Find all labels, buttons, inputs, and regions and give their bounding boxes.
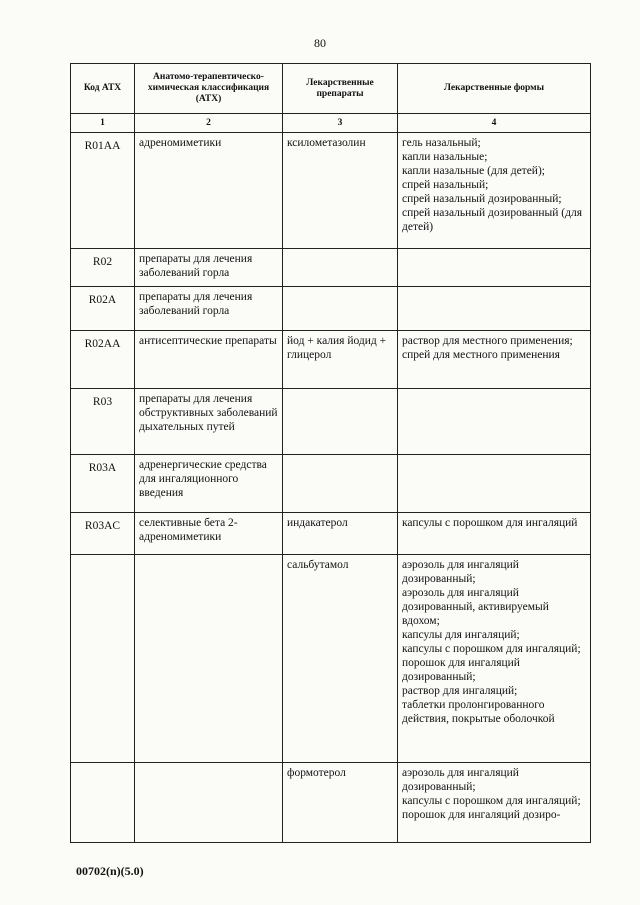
page-number: 80 (314, 36, 326, 50)
dosage-form-item: капсулы для ингаляций; (402, 629, 520, 641)
dosage-form-item: капсулы с порошком для ингаляций (402, 517, 578, 529)
table-row (71, 249, 591, 287)
document-code: 00702(n)(5.0) (76, 864, 144, 878)
atx-class-cell: препараты для лечения обструктивных заболеваний дыхательных путей (135, 389, 283, 455)
atx-code-cell: R03A (71, 455, 135, 513)
dosage-forms-cell (398, 249, 591, 287)
header-drugs: Лекарственные препараты (283, 64, 398, 114)
atx-code-cell: R02 (71, 249, 135, 287)
dosage-forms-cell (398, 763, 591, 843)
table-row (71, 389, 591, 455)
dosage-form-item: капсулы с порошком для ингаляций; (402, 795, 581, 807)
atx-class-cell: селективные бета 2-адреномиметики (135, 513, 283, 555)
dosage-form-item: порошок для ингаляций дозированный; (402, 657, 520, 683)
table-row (71, 763, 591, 843)
column-number-row (71, 114, 591, 133)
table-row (71, 455, 591, 513)
dosage-form-item: капли назальные (для детей); (402, 165, 545, 177)
table-row (71, 287, 591, 331)
drug-cell (283, 249, 398, 287)
header-atx-classification: Анатомо-терапевтическо-химическая классификация (АТХ) (135, 64, 283, 114)
atx-code-cell: R02A (71, 287, 135, 331)
atx-class-cell: адренергические средства для ингаляционного введения (135, 455, 283, 513)
drug-cell (283, 287, 398, 331)
atx-class-cell: адреномиметики (135, 133, 283, 249)
dosage-forms-cell (398, 133, 591, 249)
dosage-form-item: аэрозоль для ингаляций дозированный; (402, 559, 519, 585)
atx-class-cell: препараты для лечения заболеваний горла (135, 249, 283, 287)
column-number: 2 (135, 114, 283, 133)
dosage-form-item: капсулы с порошком для ингаляций; (402, 643, 581, 655)
column-number: 1 (71, 114, 135, 133)
dosage-forms-cell (398, 389, 591, 455)
dosage-form-item: спрей назальный дозированный; (402, 193, 562, 205)
dosage-form-item: раствор для местного применения; (402, 335, 573, 347)
atx-class-cell: препараты для лечения заболеваний горла (135, 287, 283, 331)
drug-cell: сальбутамол (283, 555, 398, 763)
dosage-form-item: аэрозоль для ингаляций дозированный, активируемый вдохом; (402, 587, 549, 627)
dosage-form-item: раствор для ингаляций; (402, 685, 518, 697)
atx-class-cell: антисептические препараты (135, 331, 283, 389)
dosage-form-item: таблетки пролонгированного действия, покрытые оболочкой (402, 699, 555, 725)
table-row (71, 133, 591, 249)
atx-class-cell (135, 555, 283, 763)
drug-cell (283, 389, 398, 455)
column-number: 3 (283, 114, 398, 133)
table-row (71, 331, 591, 389)
dosage-form-item: капли назальные; (402, 151, 488, 163)
atx-code-cell: R02AA (71, 331, 135, 389)
header-code-atx: Код АТХ (71, 64, 135, 114)
header-dosage-forms: Лекарственные формы (398, 64, 591, 114)
atx-code-cell: R01AA (71, 133, 135, 249)
atx-class-cell (135, 763, 283, 843)
table-row (71, 555, 591, 763)
dosage-form-item: спрей назальный; (402, 179, 489, 191)
dosage-form-item: аэрозоль для ингаляций дозированный; (402, 767, 519, 793)
drug-cell: йод + калия йодид + глицерол (283, 331, 398, 389)
column-number: 4 (398, 114, 591, 133)
drug-cell: индакатерол (283, 513, 398, 555)
dosage-forms-cell (398, 513, 591, 555)
drug-cell: формотерол (283, 763, 398, 843)
dosage-forms-cell (398, 287, 591, 331)
dosage-forms-cell (398, 331, 591, 389)
drug-cell: ксилометазолин (283, 133, 398, 249)
atx-code-cell (71, 763, 135, 843)
table-header-row (71, 64, 591, 114)
atx-code-cell (71, 555, 135, 763)
dosage-forms-cell (398, 555, 591, 763)
table-row (71, 513, 591, 555)
dosage-forms-cell (398, 455, 591, 513)
dosage-form-item: спрей назальный дозированный (для детей) (402, 207, 582, 233)
drug-cell (283, 455, 398, 513)
dosage-form-item: порошок для ингаляций дозиро- (402, 809, 561, 821)
dosage-form-item: гель назальный; (402, 137, 481, 149)
atx-code-cell: R03AC (71, 513, 135, 555)
table-body (71, 133, 591, 843)
dosage-form-item: спрей для местного применения (402, 349, 560, 361)
atx-table (70, 63, 591, 843)
atx-code-cell: R03 (71, 389, 135, 455)
